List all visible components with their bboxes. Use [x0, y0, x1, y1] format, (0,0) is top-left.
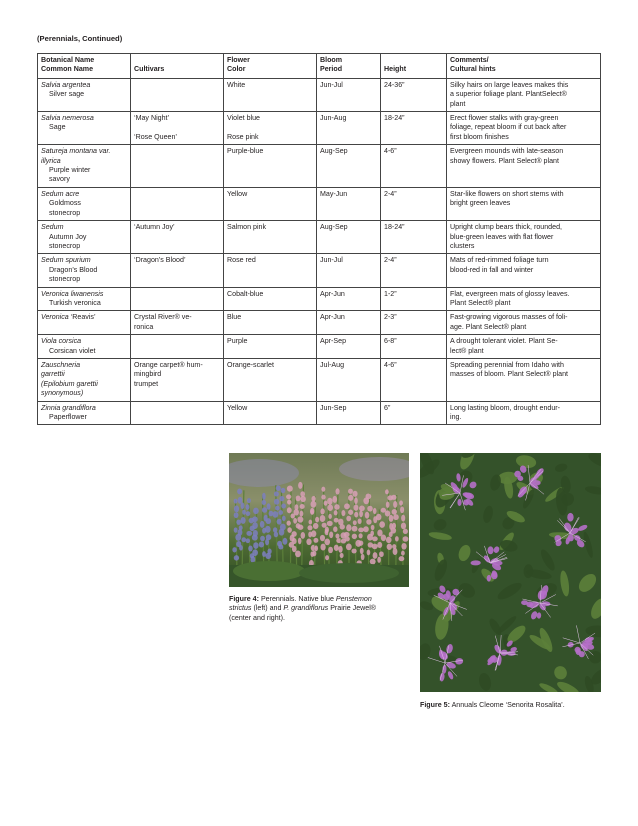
botanical-name: Veronica liwanensis [41, 289, 104, 298]
figure4-caption-segment: (left) and [251, 604, 284, 613]
table-row [38, 112, 601, 145]
cell-comments [447, 145, 601, 188]
cell-cultivars [131, 145, 224, 188]
common-name: Corsican violet [49, 346, 96, 355]
flower-color-text: Purple-blue [227, 147, 264, 156]
cell-bloom-period: Apr-Sep [317, 335, 381, 359]
figure4-caption-segment: (center and right). [229, 613, 285, 622]
cell-botanical-name [38, 221, 131, 254]
table-row [38, 311, 601, 335]
flower-color-text: Rose pink [227, 132, 259, 141]
cell-flower-color [224, 311, 317, 335]
cell-bloom-period: Jun-Jul [317, 78, 381, 111]
header-comments: Comments/ Cultural hints [447, 54, 601, 79]
cell-flower-color [224, 78, 317, 111]
cell-bloom-period: Apr-Jun [317, 287, 381, 311]
cell-flower-color [224, 145, 317, 188]
table-header-row [38, 54, 601, 79]
figure4-caption-line [229, 604, 414, 613]
cell-comments [447, 254, 601, 287]
cell-bloom-period: May-Jun [317, 187, 381, 220]
table-row [38, 358, 601, 401]
figure5-photo [420, 453, 601, 692]
cultivar-text: ‘Dragon’s Blood’ [134, 256, 186, 265]
cell-comments [447, 112, 601, 145]
flower-color-text: Blue [227, 313, 242, 322]
table-row [38, 287, 601, 311]
cell-botanical-name [38, 287, 131, 311]
comment-line: Plant Select® plant [450, 298, 511, 307]
cell-height: 4-6” [381, 145, 447, 188]
comment-line: Flat, evergreen mats of glossy leaves. [450, 289, 570, 298]
cultivar-text: ‘Rose Queen’ [134, 132, 177, 141]
table-row [38, 145, 601, 188]
botanical-name: Salvia argentea [41, 80, 91, 89]
cell-flower-color [224, 358, 317, 401]
cell-height: 6” [381, 401, 447, 425]
flower-color-text: White [227, 80, 246, 89]
cell-botanical-name [38, 335, 131, 359]
cell-bloom-period: Apr-Jun [317, 311, 381, 335]
comment-line: clusters [450, 241, 475, 250]
cell-flower-color [224, 112, 317, 145]
botanical-name: Salvia nemerosa [41, 114, 94, 123]
cultivar-suffix: ‘Reavis’ [68, 313, 96, 322]
cell-comments [447, 287, 601, 311]
cell-cultivars [131, 78, 224, 111]
cell-height: 24-36” [381, 78, 447, 111]
header-cultivars: Cultivars [131, 54, 224, 79]
figure4-photo [229, 453, 409, 587]
cell-comments [447, 358, 601, 401]
cell-cultivars [131, 311, 224, 335]
comment-line: a superior foliage plant. PlantSelect® [450, 90, 567, 99]
cell-cultivars [131, 287, 224, 311]
comment-line: ing. [450, 413, 462, 421]
cell-cultivars [131, 401, 224, 425]
header-bloom-period: Bloom Period [317, 54, 381, 79]
botanical-name: Sedum spurium [41, 256, 91, 265]
common-name: Turkish veronica [49, 298, 101, 307]
cultivar-text: ronica [134, 322, 154, 331]
common-name: stonecrop [49, 208, 81, 217]
penstemon-garden-image [229, 453, 409, 587]
comment-line: lect® plant [450, 346, 484, 355]
cell-flower-color [224, 401, 317, 425]
common-name: Paperflower [49, 413, 87, 421]
figure4-caption-segment: Perennials. Native blue [260, 595, 336, 603]
figure4-label: Figure 4: [229, 595, 259, 603]
comment-line: plant [450, 99, 466, 108]
cell-botanical-name [38, 401, 131, 425]
cleome-flowers-image [420, 453, 601, 692]
cell-comments [447, 187, 601, 220]
common-name: stonecrop [49, 241, 81, 250]
comment-line: Star-like flowers on short stems with [450, 189, 564, 198]
table-row [38, 78, 601, 111]
header-height: Height [381, 54, 447, 79]
cultivar-text: Crystal River® ve- [134, 313, 192, 322]
figure5-label: Figure 5: [420, 701, 450, 709]
cell-height: 18-24” [381, 112, 447, 145]
cell-flower-color [224, 335, 317, 359]
cell-flower-color [224, 287, 317, 311]
comment-line: first bloom finishes [450, 132, 509, 141]
cell-cultivars [131, 335, 224, 359]
cultivar-text: trumpet [134, 379, 159, 388]
figure4-caption-line [229, 595, 414, 604]
cultivar-text: ‘May Night’ [134, 114, 170, 123]
cell-comments [447, 221, 601, 254]
figure5-caption [420, 701, 610, 710]
flower-color-text: Yellow [227, 189, 248, 198]
cell-bloom-period: Aug-Sep [317, 221, 381, 254]
cell-comments [447, 335, 601, 359]
flower-color-text [227, 123, 313, 132]
cell-bloom-period: Jul-Aug [317, 358, 381, 401]
table-row [38, 401, 601, 425]
cell-height: 4-6” [381, 358, 447, 401]
cell-botanical-name [38, 254, 131, 287]
section-heading: (Perennials, Continued) [37, 34, 123, 43]
comment-line: Erect flower stalks with gray-green [450, 114, 559, 123]
figure4-caption [229, 595, 414, 623]
cell-height: 18-24” [381, 221, 447, 254]
table-row [38, 187, 601, 220]
flower-color-text: Rose red [227, 256, 256, 265]
botanical-name: illyrica [41, 156, 61, 165]
cell-cultivars [131, 112, 224, 145]
table-row [38, 335, 601, 359]
botanical-name: Satureja montana var. [41, 147, 111, 156]
cell-bloom-period: Aug-Sep [317, 145, 381, 188]
cell-cultivars [131, 221, 224, 254]
botanical-name: garrettii [41, 370, 65, 379]
cell-cultivars [131, 358, 224, 401]
figure4-caption-segment: P. grandiflorus [283, 604, 329, 613]
comment-line: Mats of red-rimmed foliage turn [450, 256, 549, 265]
comment-line: bright green leaves [450, 199, 511, 208]
cell-comments [447, 311, 601, 335]
cell-height: 2-4” [381, 254, 447, 287]
flower-color-text: Violet blue [227, 114, 260, 123]
common-name: Purple winter [49, 166, 91, 175]
figure4-caption-segment: strictus [229, 604, 252, 613]
flower-color-text: Purple [227, 337, 248, 346]
cell-botanical-name [38, 145, 131, 188]
cell-botanical-name [38, 187, 131, 220]
cell-botanical-name [38, 78, 131, 111]
cultivar-text: Orange carpet® hum- [134, 360, 203, 369]
botanical-name: Viola corsica [41, 337, 82, 346]
cell-cultivars [131, 187, 224, 220]
cell-height: 2-4” [381, 187, 447, 220]
header-flower-color: Flower Color [224, 54, 317, 79]
comment-line: Evergreen mounds with late-season [450, 147, 564, 156]
cell-flower-color [224, 221, 317, 254]
cell-comments [447, 401, 601, 425]
comment-line: foliage, repeat bloom if cut back after [450, 123, 567, 132]
header-name: Botanical Name Common Name [38, 54, 131, 79]
cell-cultivars [131, 254, 224, 287]
botanical-name: Sedum [41, 223, 64, 232]
common-name: Dragon’s Blood [49, 265, 98, 274]
table-row [38, 221, 601, 254]
perennials-table [37, 53, 601, 425]
cell-botanical-name [38, 358, 131, 401]
comment-line: Upright clump bears thick, rounded, [450, 223, 562, 232]
comment-line: age. Plant Select® plant [450, 322, 527, 331]
figure5-caption-text: Annuals Cleome ‘Senorita Rosalita’. [451, 701, 565, 709]
cell-height: 6-8” [381, 335, 447, 359]
comment-line: A drought tolerant violet. Plant Se- [450, 337, 558, 346]
figure4-caption-segment: Prairie Jewel® [328, 604, 377, 613]
botanical-name: Zauschneria [41, 360, 81, 369]
comment-line: blue-green leaves with flat flower [450, 232, 554, 241]
cell-flower-color [224, 254, 317, 287]
flower-color-text: Salmon pink [227, 223, 267, 232]
comment-line: Silky hairs on large leaves makes this [450, 80, 569, 89]
cell-height: 1-2” [381, 287, 447, 311]
comment-line: Long lasting bloom, drought endur- [450, 403, 561, 412]
comment-line: showy flowers. Plant Select® plant [450, 156, 559, 165]
comment-line: masses of bloom. Plant Select® plant [450, 370, 568, 379]
cell-height: 2-3” [381, 311, 447, 335]
cultivar-text: mingbird [134, 370, 162, 379]
common-name: Silver sage [49, 90, 85, 99]
flower-color-text: Yellow [227, 403, 248, 412]
common-name: stonecrop [49, 275, 81, 284]
botanical-name: Zinnia grandiflora [41, 403, 96, 412]
cell-botanical-name [38, 311, 131, 335]
cell-comments [447, 78, 601, 111]
flower-color-text: Orange-scarlet [227, 360, 274, 369]
common-name: Sage [49, 123, 66, 132]
figure4-caption-line [229, 614, 414, 623]
common-name: savory [49, 175, 70, 184]
flower-color-text: Cobalt-blue [227, 289, 264, 298]
comment-line: Fast-growing vigorous masses of foli- [450, 313, 568, 322]
cell-bloom-period: Jun-Sep [317, 401, 381, 425]
botanical-name: Sedum acre [41, 189, 80, 198]
cultivar-text [134, 123, 220, 132]
cell-bloom-period: Jun-Aug [317, 112, 381, 145]
cell-bloom-period: Jun-Jul [317, 254, 381, 287]
figure4-caption-segment: Penstemon [335, 595, 372, 603]
comment-line: Spreading perennial from Idaho with [450, 360, 564, 369]
botanical-name: synonymous) [41, 389, 84, 398]
common-name: Goldmoss [49, 199, 81, 208]
cell-botanical-name [38, 112, 131, 145]
cell-flower-color [224, 187, 317, 220]
botanical-name: Veronica [41, 313, 69, 322]
comment-line: blood-red in fall and winter [450, 265, 534, 274]
common-name: Autumn Joy [49, 232, 87, 241]
botanical-name: (Epilobium garettii [41, 379, 98, 388]
table-row [38, 254, 601, 287]
cultivar-text: ‘Autumn Joy’ [134, 223, 175, 232]
